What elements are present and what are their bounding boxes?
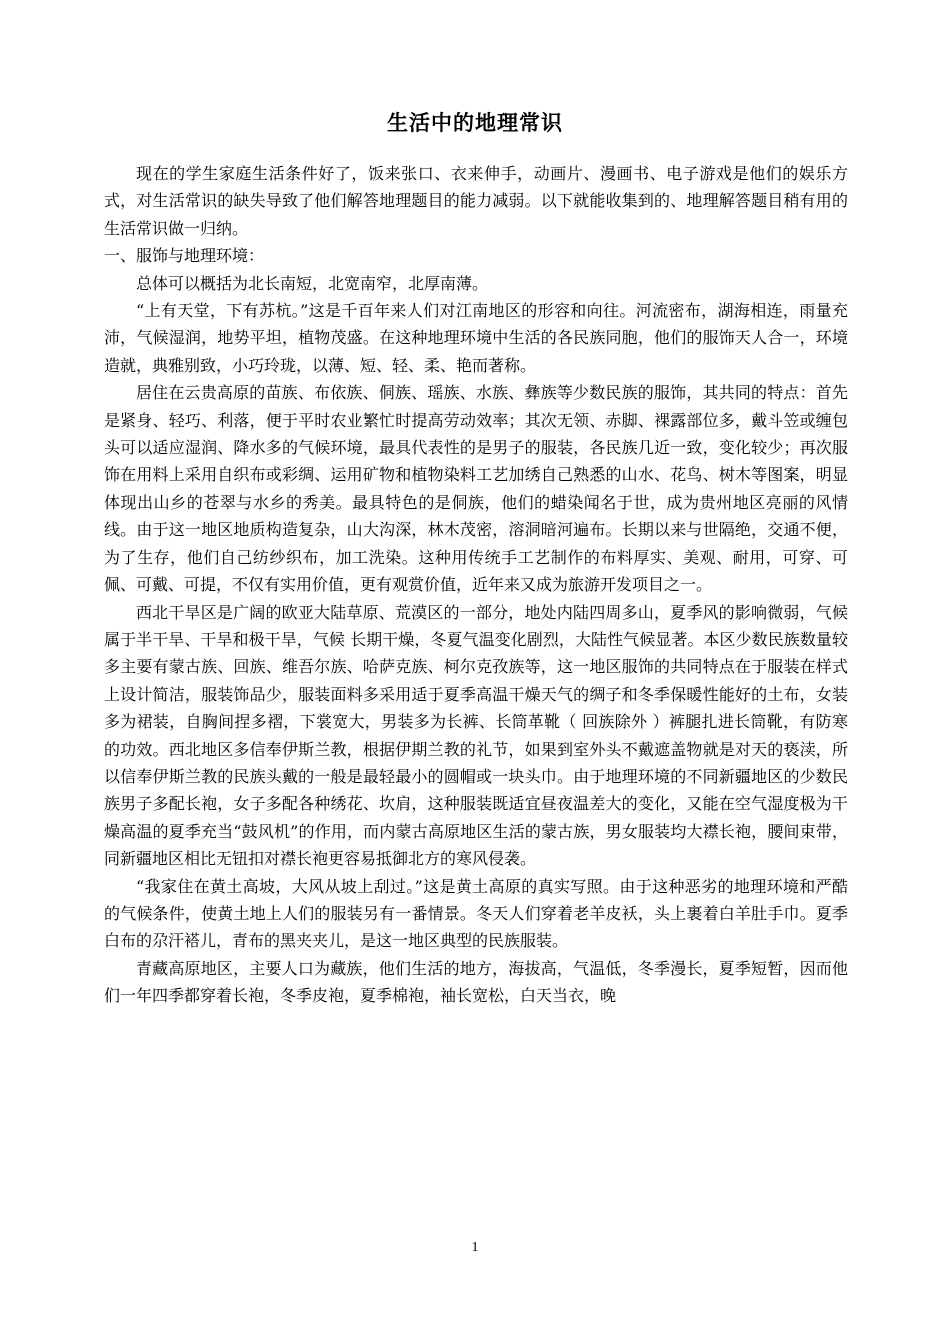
section-heading-clothing: 一、服饰与地理环境： bbox=[104, 246, 265, 266]
document-title: 生活中的地理常识 bbox=[387, 111, 563, 135]
paragraph-qingzang: 青藏高原地区，主要人口为藏族，他们生活的地方，海拔高，气温低，冬季漫长，夏季短暂，因而他们一年四季都穿着长袍，冬季皮袍，夏季棉袍，袖长宽松，白天当衣，晚 bbox=[104, 958, 848, 1006]
page-number: 1 bbox=[471, 1240, 479, 1255]
paragraph-northwest: 西北干旱区是广阔的欧亚大陆草原、荒漠区的一部分，地处内陆四周多山，夏季风的影响微弱，气候属于半干旱、干旱和极干旱，气候 长期干燥，冬夏气温变化剧烈，大陆性气候显著。本区少数民族数量较多主要有蒙古族、回族、维吾尔族、哈萨克族、柯尔克孜族等，这一地区服饰的共同特点在于服装在样式上设计简洁，服装饰品少，服装面料多采用适于夏季高温干燥天气的绸子和冬季保暖性能好的土布，女装多为裙装，自胸间捏多褶，下裳宽大，男装多为长裤、长筒革靴（ 回族除外 ）裤腿扎进长筒靴，有防寒的功效。西北地区多信奉伊斯兰教，根据伊期兰教的礼节，如果到室外头不戴遮盖物就是对天的亵渎，所以信奉伊斯兰教的民族头戴的一般是最轻最小的圆帽或一块头巾。由于地理环境的不同新疆地区的少数民族男子多配长袍，女子多配各种绣花、坎肩，这种服装既适宜昼夜温差大的变化，又能在空气湿度极为干燥高温的夏季充当“鼓风机”的作用，而内蒙古高原地区生活的蒙古族，男女服装均大襟长袍，腰间束带，同新疆地区相比无钮扣对襟长袍更容易抵御北方的寒风侵袭。 bbox=[104, 602, 848, 869]
paragraph-intro: 现在的学生家庭生活条件好了，饭来张口、衣来伸手，动画片、漫画书、电子游戏是他们的娱乐方式，对生活常识的缺失导致了他们解答地理题目的能力减弱。以下就能收集到的、地理解答题目稍有用的生活常识做一归纳。 bbox=[104, 164, 848, 238]
paragraph-summary: 总体可以概括为北长南短，北宽南窄，北厚南薄。 bbox=[136, 273, 489, 293]
document-body bbox=[104, 160, 848, 1010]
paragraph-yungui: 居住在云贵高原的苗族、布依族、侗族、瑶族、水族、彝族等少数民族的服饰，其共同的特点：首先是紧身、轻巧、利落，便于平时农业繁忙时提高劳动效率；其次无领、赤脚、裸露部位多，戴斗笠或缠包头可以适应湿润、降水多的气候环境，最具代表性的是男子的服装，各民族几近一致，变化较少；再次服饰在用料上采用自织布或彩绸、运用矿物和植物染料工艺加绣自己熟悉的山水、花鸟、树木等图案，明显体现出山乡的苍翠与水乡的秀美。最具特色的是侗族，他们的蜡染闻名于世，成为贵州地区亮丽的风情线。由于这一地区地质构造复杂，山大沟深，林木茂密，溶洞暗河遍布。长期以来与世隔绝，交通不便，为了生存，他们自己纺纱织布，加工洗染。这种用传统手工艺制作的布料厚实、美观、耐用，可穿、可佩、可戴、可提，不仅有实用价值，更有观赏价值，近年来又成为旅游开发项目之一。 bbox=[104, 383, 848, 595]
paragraph-loess: “我家住在黄土高坡，大风从坡上刮过。”这是黄土高原的真实写照。由于这种恶劣的地理环境和严酷的气候条件，使黄土地上人们的服装另有一番情景。冬天人们穿着老羊皮袄，头上裹着白羊肚手巾。夏季白布的尕汗褡儿，青布的黑夹夹儿，是这一地区典型的民族服装。 bbox=[104, 876, 848, 951]
paragraph-jiangnan: “上有天堂，下有苏杭。”这是千百年来人们对江南地区的形容和向往。河流密布，湖海相连，雨量充沛，气候湿润，地势平坦，植物茂盛。在这种地理环境中生活的各民族同胞，他们的服饰天人合一，环境造就，典雅别致，小巧玲珑，以薄、短、轻、柔、艳而著称。 bbox=[104, 301, 848, 375]
